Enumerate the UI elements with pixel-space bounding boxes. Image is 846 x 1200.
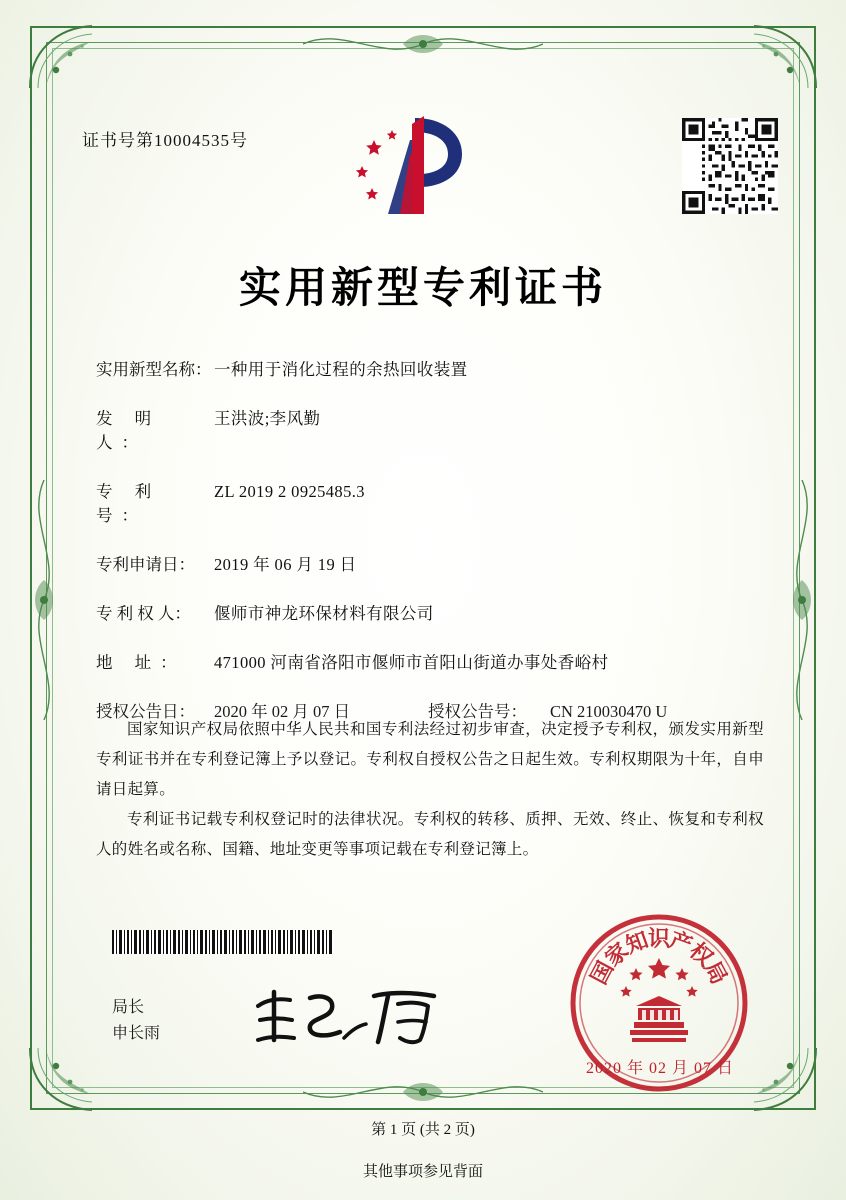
announcement-number-label: 授权公告号： <box>428 702 527 721</box>
svg-text:国: 国 <box>585 957 619 989</box>
announcement-date-label: 授权公告日： <box>96 702 195 721</box>
field-value: ZL 2019 2 0925485.3 <box>214 482 365 501</box>
field-label: 专 利 号： <box>96 482 161 525</box>
field-row <box>96 551 766 575</box>
field-value: 王洪波;李风勤 <box>214 409 321 428</box>
qr-code <box>682 118 778 214</box>
field-label: 实用新型名称： <box>96 360 212 379</box>
cnipa-logo <box>352 110 472 220</box>
seal-date: 2020 年 02 月 07 日 <box>585 1060 734 1077</box>
signature-block <box>112 995 160 1047</box>
field-value: 2019 年 06 月 19 日 <box>214 555 357 574</box>
svg-text:权: 权 <box>684 937 718 971</box>
announcement-date-value: 2020 年 02 月 07 日 <box>214 702 351 721</box>
field-label: 地 址： <box>96 653 186 672</box>
svg-text:局: 局 <box>699 957 733 989</box>
page-title: 实用新型专利证书 <box>238 266 607 312</box>
signature-role: 局长 <box>112 999 145 1016</box>
field-value: 一种用于消化过程的余热回收装置 <box>214 360 468 379</box>
field-row <box>96 649 766 673</box>
field-row <box>96 356 766 380</box>
field-label: 发 明 人： <box>96 409 161 452</box>
svg-text:识: 识 <box>647 926 671 951</box>
svg-text:产: 产 <box>666 926 696 958</box>
announcement-number-value: CN 210030470 U <box>550 702 668 721</box>
handwritten-signature <box>248 980 448 1054</box>
certificate-number: 证书号第10004535号 <box>82 131 248 150</box>
footer-note: 其他事项参见背面 <box>362 1164 483 1180</box>
barcode <box>112 930 334 954</box>
signature-name: 申长雨 <box>112 1025 161 1042</box>
legal-text <box>96 715 764 865</box>
field-label: 专 利 权 人： <box>96 604 191 623</box>
field-value: 471000 河南省洛阳市偃师市首阳山街道办事处香峪村 <box>214 653 609 672</box>
field-value: 偃师市神龙环保材料有限公司 <box>214 604 434 623</box>
legal-paragraph: 专利证书记载专利权登记时的法律状况。专利权的转移、质押、无效、终止、恢复和专利权人的姓名或名称、国籍、地址变更等事项记载在专利登记簿上。 <box>96 811 764 858</box>
field-row <box>96 478 766 526</box>
svg-text:家: 家 <box>600 937 634 971</box>
field-row <box>96 600 766 624</box>
field-list <box>96 356 766 738</box>
field-row <box>96 405 766 453</box>
svg-text:知: 知 <box>622 926 652 958</box>
page-number: 第 1 页 (共 2 页) <box>371 1122 475 1138</box>
field-label: 专利申请日： <box>96 555 195 574</box>
legal-paragraph: 国家知识产权局依照中华人民共和国专利法经过初步审查，决定授予专利权，颁发实用新型专利证书并在专利登记簿上予以登记。专利权自授权公告之日起生效。专利权期限为十年，自申请日起算。 <box>96 721 764 798</box>
